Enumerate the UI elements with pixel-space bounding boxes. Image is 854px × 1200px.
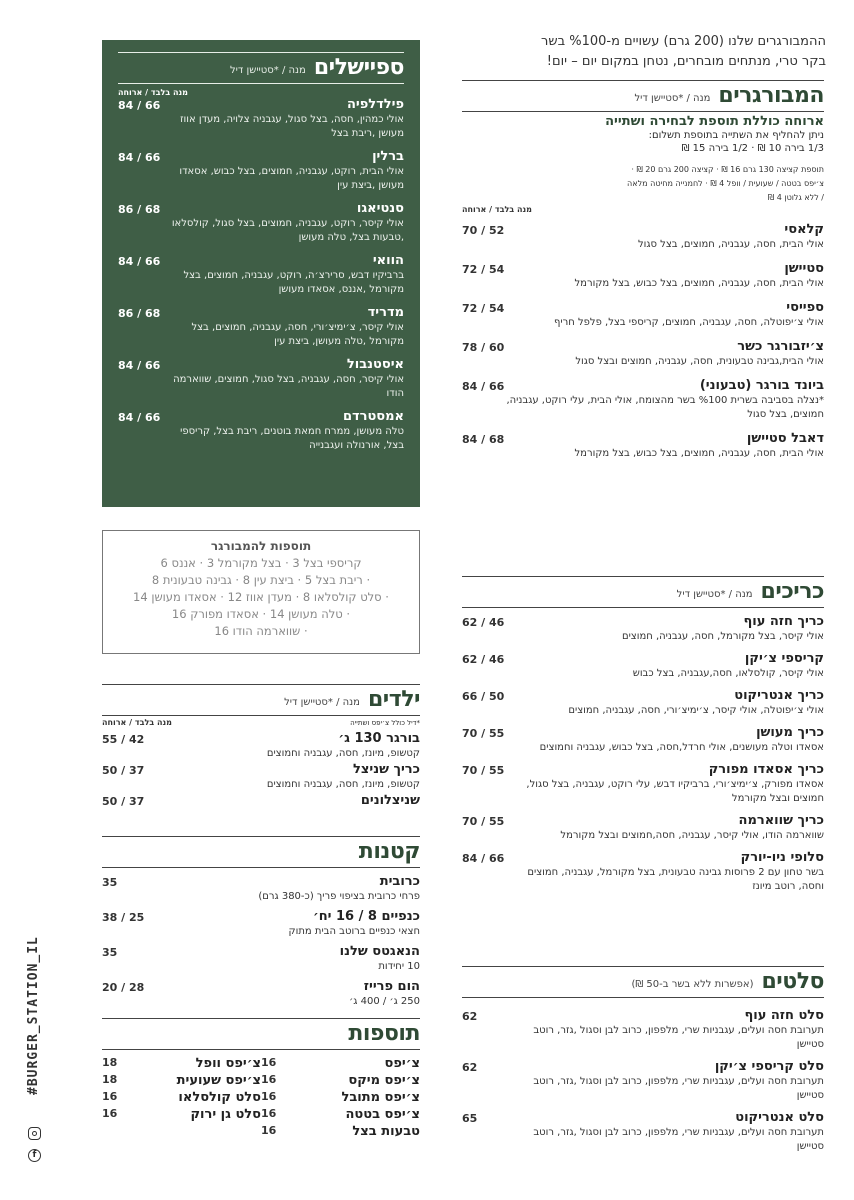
social-handle: #BURGER_STATION_IL [26,936,41,1095]
menu-item-text [162,409,404,453]
menu-item-text [162,149,404,193]
facebook-icon[interactable]: f [28,1149,41,1162]
extra-name: סלט גן ירוק [190,1107,261,1122]
menu-item [102,909,420,939]
menu-item-price: 84 / 66 [118,255,161,268]
menu-item-text [506,725,824,755]
menu-item [462,850,824,894]
small-list [102,874,420,1009]
specials-title: ספיישלים [313,55,404,80]
menu-item-description: אולי קיסר, צ׳ימיצ׳ורי, חסה, עגבניה, חמוצים, בצל מקורמל ,טלה מעושן, ביצת עין [191,322,404,347]
menu-item-name: כריך מעושן [756,725,824,740]
menu-item-text [506,762,824,806]
burgers-section [462,80,824,470]
extra-name: צ׳יפס וופל [195,1056,261,1071]
extra-price: 16 [102,1107,118,1120]
extra-price: 16 [261,1073,277,1086]
menu-item-price: 62 [462,1061,478,1074]
menu-item-text [506,813,824,843]
menu-item-name: כריך אסאדו מפורק [708,762,824,777]
menu-item [118,97,404,141]
menu-item-price: 35 [102,946,118,959]
burgers-list [462,222,824,461]
sandwiches-subtitle: מנה / *סטיישן דיל [676,589,753,600]
menu-item-name: כריך אנטריקוט [734,688,824,703]
note-line-2: צ׳יפס בטטה / שעועית / וופל 4 ₪ · לחמנייה מחיטה מלאה [627,179,824,188]
menu-item [462,762,824,806]
menu-item-name: כריך שניצל [353,762,420,777]
extra-name: צ׳יפס מתובל [341,1090,420,1105]
menu-item-text [146,731,420,761]
specials-price-header: מנה בלבד / ארוחה [118,88,188,97]
menu-item-description: אסאדו מפורק, צ׳ימיצ׳ורי, ברביקיו דבש, עלי רוקט, עגבניה, בצל סגול, חמוצים ובצל מקורמל [526,779,824,804]
menu-item-description: חצאי כנפיים ברוטב הבית מתוק [288,926,420,937]
meal-line-1: ניתן להחליף את השתייה בתוספת תשלום: [648,130,824,141]
toppings-title: תוספות להמבורגר [210,539,312,553]
toppings-box [102,530,420,654]
menu-item-text [506,339,824,369]
menu-item-name: הנאגטס שלנו [339,944,420,959]
menu-item [462,725,824,755]
menu-item-text [506,1059,824,1103]
menu-item [462,614,824,644]
menu-item-name: סלט קריספי צ׳יקן [714,1059,824,1074]
extra-name: צ׳יפס שעועית [176,1073,261,1088]
extra-price [102,1124,146,1139]
extra-price: 16 [102,1090,118,1103]
kids-section [102,684,420,810]
sandwiches-title: כריכים [760,579,824,604]
menu-item-price: 62 / 46 [462,616,505,629]
menu-item-price: 50 / 37 [102,764,145,777]
menu-item [462,1110,824,1154]
menu-item-description: אולי הבית,גבינה טבעונית, חסה, עגבניה, חמוצים ובצל סגול [575,356,824,367]
menu-item [462,813,824,843]
menu-item-text [162,97,404,141]
menu-item-name: ספייסי [786,300,824,315]
burgers-title: המבורגרים [718,83,824,108]
menu-item-text [506,614,824,644]
menu-item [462,651,824,681]
menu-item-price: 84 / 66 [462,852,505,865]
menu-item-text [506,651,824,681]
menu-item [118,149,404,193]
menu-item-name: סלופי ניו-יורק [740,850,824,865]
menu-item-price: 72 / 54 [462,263,505,276]
menu-item-description: אולי הבית, חסה, עגבניה, חמוצים, בצל סגול [637,239,824,250]
menu-item [118,305,404,349]
menu-item-price: 62 [462,1010,478,1023]
menu-item-price: 78 / 60 [462,341,505,354]
menu-item-name: כרובית [379,874,420,889]
meal-title: ארוחה כוללת תוספת לבחירה ושתייה [605,114,824,129]
menu-item-name: איסטנבול [346,357,404,372]
extra-price: 16 [261,1056,277,1069]
menu-item [462,1059,824,1103]
menu-item-price: 65 [462,1112,478,1125]
extra-price: 18 [102,1056,118,1069]
kids-note: *דיל כולל צ׳יפס ושתייה [350,719,420,727]
salads-title: סלטים [761,969,824,994]
menu-item-name: כריך שווארמה [738,813,824,828]
menu-item-description: אולי צ׳יפוטלה, חסה, עגבניה, חמוצים, קריספי בצל, פלפל חריף [553,317,824,328]
sandwiches-list [462,614,824,894]
menu-item-price: 70 / 55 [462,727,505,740]
menu-item-description: *נצלה בסביבה בשרית %100 בשר מהצומח, אולי הבית, עלי רוקט, עגבניה, חמוצים, בצל סגול [506,395,824,420]
menu-item [462,261,824,291]
menu-item-name: סנטיאגו [356,201,404,216]
menu-item-description: אולי קיסר, רוקט, עגבניה, חמוצים, בצל סגול, קולסלאו ,טבעות בצל, טלה מעושן [171,218,404,243]
menu-item-text [162,357,404,401]
extra-price: 16 [261,1107,277,1120]
topping-line: · סלט קולסלאו 8 · מעדן אווז 12 · אסאדו מעושן 14 [133,590,389,604]
burger-notes [462,163,824,205]
menu-item-name: ברלין [372,149,404,164]
extra-name: סלט קולסלאו [178,1090,261,1105]
menu-item [118,201,404,245]
menu-item-description: קטשופ, מיונז, חסה, עגבניה וחמוצים [266,779,420,790]
specials-list [118,97,404,453]
menu-item-description: פרחי כרובית בציפוי פריך (כ-380 גרם) [258,891,420,902]
menu-item-price: 50 / 37 [102,795,145,808]
menu-item-text [506,300,824,330]
extra-name: צ׳יפס מיקס [348,1073,420,1088]
menu-item-name: כריך חזה עוף [743,614,824,629]
extra-price: 18 [102,1073,118,1086]
menu-item-text [506,688,824,718]
menu-item-price: 86 / 68 [118,203,161,216]
menu-item [462,339,824,369]
salads-list [462,1008,824,1154]
topping-line: · טלה מעושן 14 · אסאדו מפורק 16 [171,607,351,621]
menu-item-price: 84 / 66 [118,151,161,164]
menu-item [462,300,824,330]
menu-item-description: ברביקיו דבש, סרירצ׳ה, רוקט, עגבניה, חמוצים, בצל מקורמל ,אננס, אסאדו מעושן [183,270,404,295]
menu-item [462,378,824,422]
menu-item-description: אולי קיסר, בצל מקורמל, חסה, עגבניה, חמוצים [621,631,824,642]
menu-item-description: 10 יחידות [378,961,420,972]
menu-item-text [146,762,420,792]
menu-item-description: אולי קיסר, קולסלאו, חסה,עגבניה, בצל כבוש [632,668,824,679]
extra-name: צ׳יפס בטטה [345,1107,420,1122]
small-section [102,836,420,1014]
menu-item-text [146,793,420,809]
kids-subtitle: מנה / *סטיישן דיל [284,697,360,708]
menu-item-description: תערובת חסה ועלים, עגבניות שרי, מלפפון, כרוב לבן וסגול ,גזר, רוטב סטיישן [533,1076,824,1101]
menu-item-text [506,222,824,252]
social-strip [22,936,48,1165]
menu-item-description: בשר טחון עם 2 פרוסות גבינה טבעונית, בצל מקורמל, עגבניה, חמוצים וחסה, רוטב מיונז [527,867,824,892]
menu-item-name: סטיישן [784,261,824,276]
extra-price: 16 [261,1124,277,1137]
menu-item-description: אולי הבית, חסה, עגבניה, חמוצים, בצל כבוש, בצל מקורמל [574,278,824,289]
menu-item-name: סלט חזה עוף [744,1008,824,1023]
salads-subtitle: (אפשרות ללא בשר ב-50 ₪) [631,979,754,990]
menu-item-description: שווארמה הודו, אולי קיסר, עגבניה, חסה,חמוצים ובצל מקורמל [560,830,824,841]
menu-item [462,1008,824,1052]
topping-line: · ריבת בצל 5 · ביצת עין 8 · גבינה טבעונית 8 [151,573,371,587]
menu-item-name: צ׳יזבורגר כשר [737,339,824,354]
extra-name: טבעות בצל [352,1124,420,1139]
note-line-1: תוספת קציצה 130 גרם 16 ₪ · קציצה 200 גרם 20 ₪ · [631,165,824,174]
menu-item-text [146,979,420,1009]
extra-name [146,1124,261,1139]
menu-item-name: בורגר 130 ג׳ [338,731,420,746]
kids-price-header: מנה בלבד / ארוחה [102,718,172,727]
menu-item [462,431,824,461]
menu-item [118,357,404,401]
menu-item-name: קלאסי [784,222,824,237]
menu-item-description: אולי הבית, חסה, עגבניה, חמוצים, בצל כבוש, בצל מקורמל [574,448,824,459]
menu-item-name: שניצלונים [360,793,420,808]
menu-item-description: תערובת חסה ועלים, עגבניות שרי, מלפפון, כרוב לבן וסגול ,גזר, רוטב סטיישן [533,1127,824,1152]
menu-item-description: אולי צ׳יפוטלה, אולי קיסר, צ׳ימיצ׳ורי, חסה, עגבניה, חמוצים [568,705,824,716]
meal-line-2: 1/3 בירה 10 ₪ · 1/2 בירה 15 ₪ [681,143,824,154]
menu-item [102,762,420,792]
menu-item-text [506,378,824,422]
small-title: קטנות [358,839,420,864]
menu-item-text [506,850,824,894]
menu-item-price: 84 / 66 [118,411,161,424]
menu-item-name: ביונד בורגר (טבעוני) [699,378,824,393]
toppings-list [115,555,407,640]
menu-item-text [506,1008,824,1052]
menu-item [118,253,404,297]
menu-item-price: 84 / 68 [462,433,505,446]
menu-item-name: סלט אנטריקוט [735,1110,824,1125]
menu-item-price: 70 / 55 [462,815,505,828]
menu-item-price: 35 [102,876,118,889]
menu-item [462,222,824,252]
menu-item [102,874,420,904]
menu-item [102,979,420,1009]
kids-title: ילדים [367,687,420,712]
menu-item-text [506,261,824,291]
extras-grid [102,1056,420,1139]
menu-item-text [146,909,420,939]
menu-item-price: 70 / 55 [462,764,505,777]
menu-item-name: הוואי [372,253,404,268]
menu-item-description: קטשופ, מיונז, חסה, עגבניה וחמוצים [266,748,420,759]
menu-item-text [162,201,404,245]
specials-subtitle: מנה / *סטיישן דיל [229,65,306,76]
topping-line: · שווארמה הודו 16 [214,624,308,638]
menu-item-name: מדריד [367,305,404,320]
menu-item-price: 20 / 28 [102,981,145,994]
menu-item [102,944,420,974]
menu-item-price: 86 / 68 [118,307,161,320]
burgers-subtitle: מנה / *סטיישן דיל [634,93,711,104]
topping-line: קריספי בצל 3 · בצל מקורמל 3 · אננס 6 [160,556,362,570]
note-line-3: / ללא גלוטן 4 ₪ [767,193,824,202]
extras-section [102,1018,420,1139]
intro-line-1: ההמבורגרים שלנו (200 גרם) עשויים מ-%100 בשר [541,34,826,49]
extra-name: צ׳יפס [384,1056,420,1071]
menu-item-text [162,305,404,349]
specials-section [102,40,420,507]
menu-item-name: כנפיים 8 / 16 יח׳ [312,909,420,924]
menu-item-name: אמסטרדם [342,409,404,424]
menu-item-text [162,253,404,297]
menu-item-price: 38 / 25 [102,911,145,924]
menu-item-price: 72 / 54 [462,302,505,315]
extras-title: תוספות [348,1021,420,1046]
menu-item-price: 70 / 52 [462,224,505,237]
menu-item-description: תערובת חסה ועלים, עגבניות שרי, מלפפון, כרוב לבן וסגול ,גזר, רוטב סטיישן [533,1025,824,1050]
instagram-icon[interactable] [28,1127,41,1140]
menu-item-name: דאבל סטיישן [746,431,824,446]
menu-item-description: 250 ג׳ / 400 ג׳ [349,996,420,1007]
menu-item-description: אולי הבית, רוקט, עגבניה, חמוצים, בצל כבוש, אסאדו מעושן ,ביצת עין [179,166,404,191]
menu-item [102,793,420,809]
menu-item-text [506,1110,824,1154]
intro-line-2: בקר טרי, מנתחים מובחרים, נטחן במקום יום – יום! [546,54,826,69]
kids-list [102,731,420,809]
menu-item-description: אולי קיסר, חסה, עגבניה, בצל סגול, חמוצים, שווארמה הודו [173,374,404,399]
menu-item-text [146,874,420,904]
menu-item [102,731,420,761]
menu-item-name: הום פרייז [363,979,420,994]
burgers-price-header: מנה בלבד / ארוחה [462,205,532,214]
menu-item-name: פילדלפיה [346,97,404,112]
menu-item [118,409,404,453]
menu-item-price: 55 / 42 [102,733,145,746]
menu-item-price: 84 / 66 [118,99,161,112]
menu-item [462,688,824,718]
menu-item-price: 84 / 66 [118,359,161,372]
extra-price: 16 [261,1090,277,1103]
salads-section [462,966,824,1161]
menu-item-description: טלה מעושן, ממרח חמאת בוטנים, ריבת בצל, קריספי בצל, אורנולה ועגבנייה [180,426,404,451]
menu-item-text [506,431,824,461]
menu-item-description: אסאדו וטלה מעושנים, אולי חרדל,חסה, בצל כבוש, עגבניה וחמוצים [539,742,824,753]
menu-item-name: קריספי צ׳יקן [744,651,824,666]
menu-item-description: אולי כמהין, חסה, בצל סגול, עגבניה צלויה, מעדן אווז מעושן ,ריבת בצל [180,114,404,139]
menu-item-price: 66 / 50 [462,690,505,703]
sandwiches-section [462,576,824,901]
menu-item-text [146,944,420,974]
intro-text [452,32,826,72]
menu-item-price: 62 / 46 [462,653,505,666]
menu-item-price: 84 / 66 [462,380,505,393]
